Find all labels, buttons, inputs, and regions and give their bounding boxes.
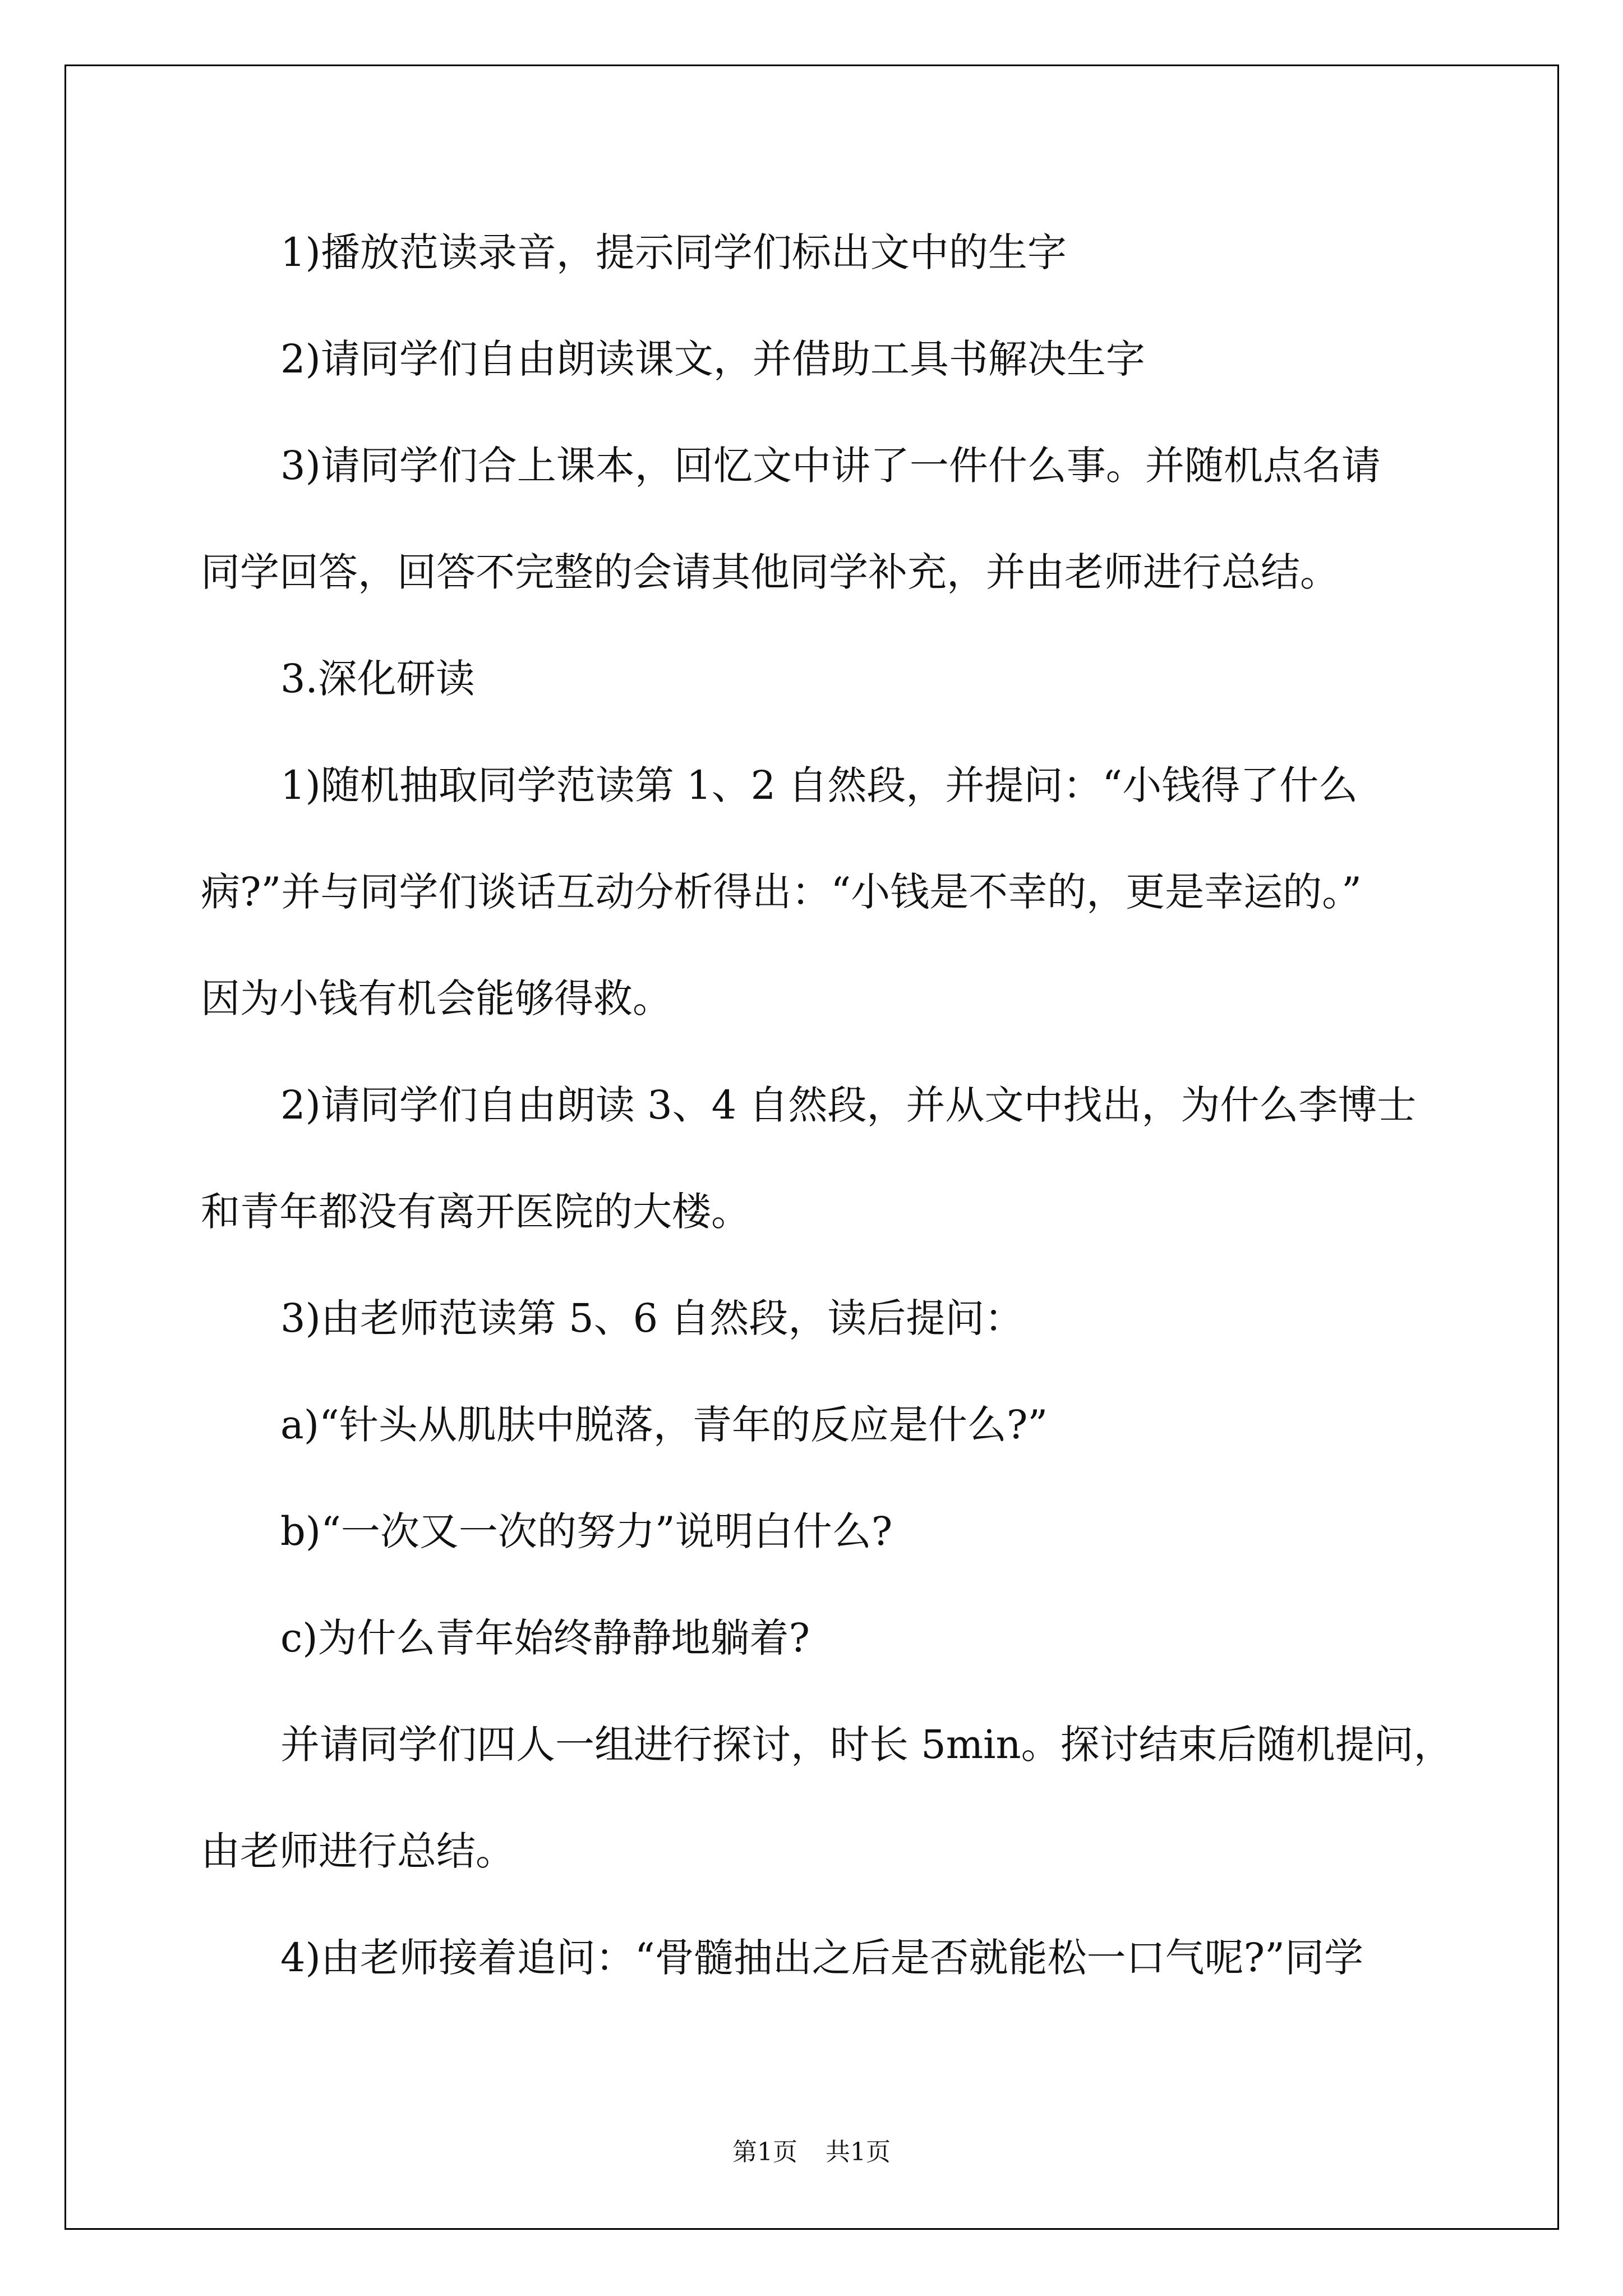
- paragraph-line: 因为小钱有机会能够得救。: [201, 976, 672, 1022]
- page-total: 共1页: [826, 2138, 891, 2166]
- paragraph-line: 2)请同学们自由朗读课文，并借助工具书解决生字: [280, 336, 1145, 382]
- paragraph-line: 3)由老师范读第 5、6 自然段，读后提问：: [280, 1295, 1024, 1341]
- paragraph-line: 病?”并与同学们谈话互动分析得出：“小钱是不幸的，更是幸运的。”: [201, 869, 1362, 915]
- paragraph-line: c)为什么青年始终静静地躺着?: [280, 1615, 810, 1661]
- paragraph-line: 并请同学们四人一组进行探讨，时长 5min。探讨结束后随机提问，: [280, 1722, 1453, 1768]
- paragraph-line: 2)请同学们自由朗读 3、4 自然段，并从文中找出，为什么李博士: [280, 1082, 1417, 1128]
- section-heading: 3.深化研读: [280, 656, 475, 702]
- paragraph-line: 3)请同学们合上课本，回忆文中讲了一件什么事。并随机点名请: [280, 443, 1381, 489]
- page-number: 第1页: [732, 2138, 797, 2166]
- paragraph-line: 1)随机抽取同学范读第 1、2 自然段，并提问：“小钱得了什么: [280, 762, 1358, 808]
- paragraph-line: a)“针头从肌肤中脱落，青年的反应是什么?”: [280, 1402, 1048, 1448]
- paragraph-line: 由老师进行总结。: [201, 1828, 515, 1874]
- paragraph-line: 1)播放范读录音，提示同学们标出文中的生字: [280, 229, 1067, 275]
- paragraph-line: 4)由老师接着追问：“骨髓抽出之后是否就能松一口气呢?”同学: [280, 1935, 1363, 1981]
- page-footer: [0, 2132, 1623, 2168]
- paragraph-line: 和青年都没有离开医院的大楼。: [201, 1189, 750, 1235]
- paragraph-line: 同学回答，回答不完整的会请其他同学补充，并由老师进行总结。: [201, 549, 1339, 595]
- paragraph-line: b)“一次又一次的努力”说明白什么?: [280, 1508, 893, 1554]
